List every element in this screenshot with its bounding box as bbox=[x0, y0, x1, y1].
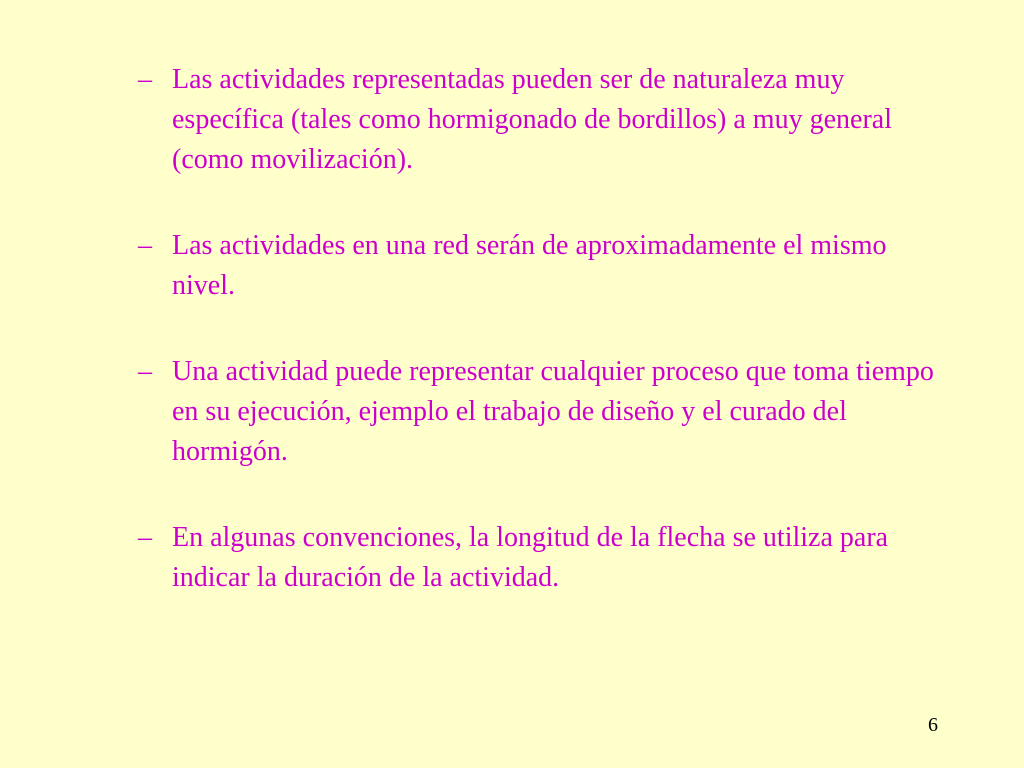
bullet-item bbox=[138, 352, 938, 472]
bullet-dash: – bbox=[138, 356, 152, 387]
bullet-item bbox=[138, 60, 938, 180]
bullet-dash: – bbox=[138, 522, 152, 553]
bullet-text: Las actividades en una red serán de aproximadamente el mismo nivel. bbox=[172, 230, 887, 301]
bullet-list bbox=[138, 60, 938, 644]
bullet-dash: – bbox=[138, 230, 152, 261]
bullet-text: En algunas convenciones, la longitud de la flecha se utiliza para indicar la duración de la actividad. bbox=[172, 522, 889, 593]
bullet-item bbox=[138, 518, 938, 598]
page-number: 6 bbox=[928, 714, 938, 736]
bullet-text: Las actividades representadas pueden ser de naturaleza muy específica (tales como hormigonado de bordillos) a muy general (como movilización). bbox=[172, 64, 892, 175]
bullet-dash: – bbox=[138, 64, 152, 95]
bullet-item bbox=[138, 226, 938, 306]
bullet-text: Una actividad puede representar cualquier proceso que toma tiempo en su ejecución, ejemplo el trabajo de diseño y el curado del hormigón. bbox=[172, 356, 934, 467]
